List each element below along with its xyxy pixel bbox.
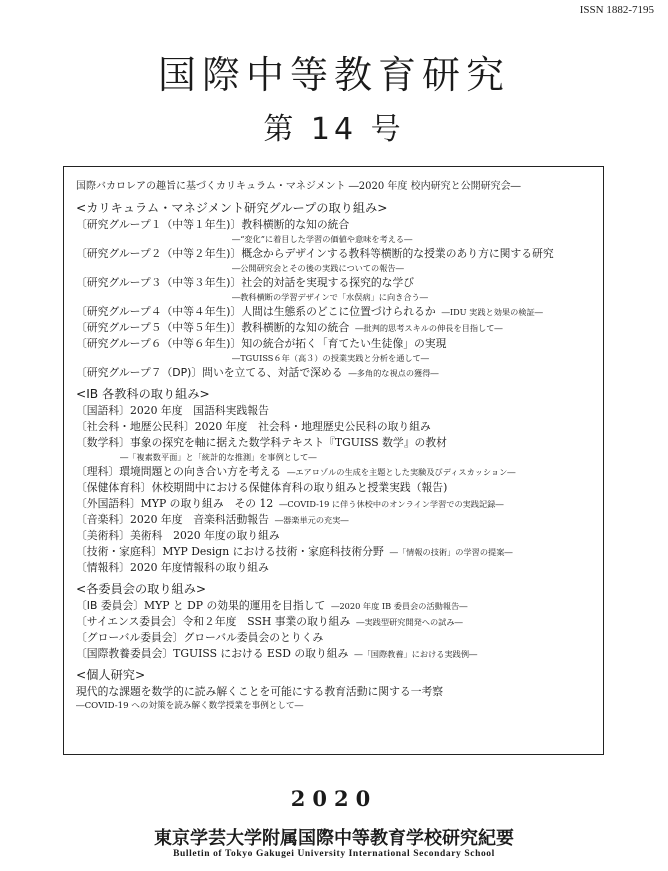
entry-subtitle: ―批判的思考スキルの伸長を目指して― <box>355 323 503 333</box>
entry-subtitle: ―「国際教養」における実践例― <box>354 649 478 659</box>
entry-title: 2020 年度 国語科実践報告 <box>129 404 269 417</box>
entry-category: 〔研究グループ４（中等４年生)〕 <box>76 305 242 318</box>
entry-title: 人間は生態系のどこに位置づけられるか <box>241 305 436 318</box>
entry-subtitle: ―器楽単元の充実― <box>274 515 349 525</box>
entry-title: 教科横断的な知の統合 <box>241 218 350 231</box>
contents-entry <box>76 560 598 576</box>
entry-title: 2020 年度 社会科・地理歴史公民科の取り組み <box>194 420 431 433</box>
entry-category: 〔社会科・地歴公民科〕 <box>76 420 195 433</box>
entry-category: 〔情報科〕 <box>76 561 130 574</box>
entry-subtitle: ―「情報の技術」の学習の提案― <box>389 547 513 557</box>
publisher-name: 東京学芸大学附属国際中等教育学校研究紀要 <box>154 828 514 849</box>
contents-entry <box>76 217 598 233</box>
entry-title: 2020 年度 音楽科活動報告 <box>129 513 269 526</box>
entry-title: MYP の取り組み その 12 <box>140 497 274 510</box>
contents-entry <box>76 630 598 646</box>
contents-entry <box>76 512 598 528</box>
entry-title: 環境問題との向き合い方を考える <box>119 465 282 478</box>
publisher-name-english: Bulletin of Tokyo Gakugei University International Secondary School <box>173 849 495 859</box>
entry-title: 美術科 2020 年度の取り組み <box>129 529 280 542</box>
contents-entry <box>76 480 598 496</box>
entry-category: 〔国語科〕 <box>76 404 130 417</box>
entry-category: 〔研究グループ３（中等３年生)〕 <box>76 276 242 289</box>
contents-entry <box>76 496 598 512</box>
entry-subtitle: ―IDU 実践と効果の検証― <box>441 307 543 317</box>
entry-category: 〔グローバル委員会〕 <box>76 631 184 644</box>
contents-entry <box>76 464 598 480</box>
contents-entry <box>76 598 598 614</box>
entry-category: 〔外国語科〕 <box>76 497 141 510</box>
entry-title: 休校期間中における保健体育科の取り組みと授業実践（報告) <box>151 481 448 494</box>
entry-category: 〔サイエンス委員会〕 <box>76 615 183 628</box>
contents-sections <box>76 200 598 662</box>
contents-entry <box>76 544 598 560</box>
entry-title: MYP Design における技術・家庭科技術分野 <box>162 545 384 558</box>
contents-entry <box>76 365 598 381</box>
entry-subtitle-line: ―教科横断の学習デザインで「水俣病」に向き合う― <box>232 292 428 302</box>
entry-category: 〔美術科〕 <box>76 529 130 542</box>
contents-entry <box>76 304 598 320</box>
entry-title: 社会的対話を実現する探究的な学び <box>241 276 415 289</box>
entry-title: 概念からデザインする教科等横断的な授業のあり方に関する研究 <box>241 247 554 260</box>
volume-number: 第 14 号 <box>263 112 405 147</box>
entry-category: 〔研究グループ６（中等６年生)〕 <box>76 337 242 350</box>
entry-title: MYP と DP の効果的運用を目指して <box>144 599 326 612</box>
contents-entry <box>76 646 598 662</box>
entry-category: 〔IB 委員会〕 <box>76 599 145 612</box>
entry-subtitle: ―実践型研究開発への試み― <box>356 617 463 627</box>
entry-category: 〔研究グループ１（中等１年生)〕 <box>76 218 242 231</box>
entry-category: 〔理科〕 <box>76 465 120 478</box>
entry-category: 〔研究グループ７（DP)〕 <box>76 366 203 379</box>
contents-entry <box>76 403 598 419</box>
contents-entry <box>76 336 598 352</box>
entry-category: 〔国際教養委員会〕 <box>76 647 174 660</box>
entry-title: 教科横断的な知の統合 <box>241 321 350 334</box>
publication-year: 2020 <box>290 786 378 811</box>
section-heading: <IB 各教科の取り組み> <box>76 387 210 401</box>
entry-subtitle: ―COVID-19 に伴う休校中のオンライン学習での実践記録― <box>279 499 504 509</box>
entry-category: 〔保健体育科〕 <box>76 481 152 494</box>
issn-number: ISSN 1882-7195 <box>579 4 654 16</box>
contents-entry <box>76 275 598 291</box>
entry-title: 令和２年度 SSH 事業の取り組み <box>182 615 351 628</box>
entry-category: 〔研究グループ２（中等２年生)〕 <box>76 247 242 260</box>
entry-category: 〔数学科〕 <box>76 436 130 449</box>
entry-title: 問いを立てる、対話で深める <box>202 366 343 379</box>
entry-category: 〔音楽科〕 <box>76 513 130 526</box>
personal-research-subtitle: ―COVID-19 への対策を読み解く数学授業を事例として― <box>76 701 304 711</box>
entry-title: 2020 年度情報科の取り組み <box>129 561 269 574</box>
contents-entry <box>76 419 598 435</box>
entry-subtitle: ―2020 年度 IB 委員会の活動報告― <box>331 601 468 611</box>
intro-line: 国際バカロレアの趣旨に基づくカリキュラム・マネジメント ―2020 年度 校内研究と公開研究会― <box>76 181 521 192</box>
section-heading-personal: <個人研究> <box>76 668 146 682</box>
entry-title: 事象の探究を軸に据えた数学科テキスト『TGUISS 数学』の教材 <box>129 436 447 449</box>
personal-research-title: 現代的な課題を数学的に読み解くことを可能にする教育活動に関する一考察 <box>76 685 444 698</box>
contents-entry <box>76 320 598 336</box>
section-heading: <カリキュラム・マネジメント研究グループの取り組み> <box>76 201 388 215</box>
section-heading: <各委員会の取り組み> <box>76 582 207 596</box>
entry-subtitle-line: ―公開研究会とその後の実践についての報告― <box>232 263 404 273</box>
contents-entry <box>76 528 598 544</box>
table-of-contents <box>76 178 598 713</box>
entry-title: グローバル委員会のとりくみ <box>183 631 324 644</box>
contents-entry <box>76 435 598 451</box>
entry-subtitle-line: ―TGUISS６年（高３）の授業実践と分析を通して― <box>232 353 429 363</box>
contents-entry <box>76 246 598 262</box>
contents-entry <box>76 614 598 630</box>
entry-subtitle: ―多角的な視点の獲得― <box>348 368 439 378</box>
entry-title: TGUISS における ESD の取り組み <box>173 647 349 660</box>
entry-category: 〔技術・家庭科〕 <box>76 545 163 558</box>
journal-title: 国際中等教育研究 <box>157 53 510 97</box>
entry-subtitle: ―エアロゾルの生成を主題とした実験及びディスカッション― <box>287 467 516 477</box>
entry-subtitle-line: ―“変化”に着目した学習の価値や意味を考える― <box>232 234 413 244</box>
entry-subtitle-line: ―「複素数平面」と「統計的な推測」を事例として― <box>120 452 317 462</box>
entry-category: 〔研究グループ５（中等５年生)〕 <box>76 321 242 334</box>
entry-title: 知の統合が拓く「育てたい生徒像」の実現 <box>241 337 447 350</box>
